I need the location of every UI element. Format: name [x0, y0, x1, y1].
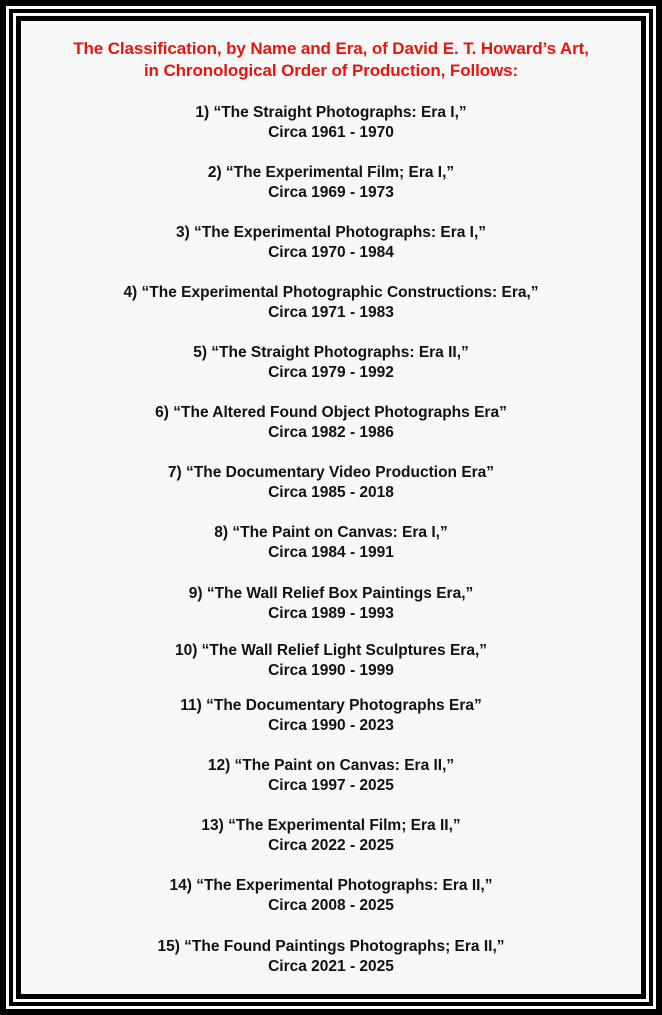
era-entry-15	[21, 937, 641, 977]
era-dates: Circa 1985 - 2018	[268, 484, 394, 501]
era-entry-12	[21, 756, 641, 796]
document-panel	[21, 21, 641, 994]
era-entry-14	[21, 876, 641, 916]
era-name: 15) “The Found Paintings Photographs; Era II,”	[157, 938, 505, 955]
era-dates: Circa 2021 - 2025	[268, 958, 394, 975]
era-entry-3	[21, 223, 641, 263]
era-dates: Circa 1982 - 1986	[268, 424, 394, 441]
era-entry-1	[21, 103, 641, 143]
era-entry-9	[21, 584, 641, 624]
era-name: 10) “The Wall Relief Light Sculptures Era,”	[174, 642, 488, 659]
era-dates: Circa 1990 - 1999	[268, 662, 394, 679]
era-entry-7	[21, 463, 641, 503]
era-entry-8	[21, 523, 641, 563]
era-name: 6) “The Altered Found Object Photographs Era”	[155, 404, 507, 421]
era-dates: Circa 1990 - 2023	[268, 717, 394, 734]
era-dates: Circa 1971 - 1983	[268, 304, 394, 321]
era-dates: Circa 1989 - 1993	[268, 605, 394, 622]
era-name: 8) “The Paint on Canvas: Era I,”	[214, 524, 448, 541]
era-dates: Circa 1979 - 1992	[268, 364, 394, 381]
era-entry-10	[21, 641, 641, 681]
era-name: 9) “The Wall Relief Box Paintings Era,”	[188, 585, 474, 602]
era-name: 7) “The Documentary Video Production Era”	[167, 464, 495, 481]
era-entry-11	[21, 696, 641, 736]
era-entry-13	[21, 816, 641, 856]
era-entry-2	[21, 163, 641, 203]
era-name: 13) “The Experimental Film; Era II,”	[201, 817, 461, 834]
era-name: 14) “The Experimental Photographs: Era II,”	[169, 877, 493, 894]
era-dates: Circa 2008 - 2025	[268, 897, 394, 914]
era-entry-4	[21, 283, 641, 323]
era-name: 2) “The Experimental Film; Era I,”	[207, 164, 455, 181]
era-dates: Circa 1970 - 1984	[268, 244, 394, 261]
heading-line-1: The Classification, by Name and Era, of David E. T. Howard’s Art,	[73, 39, 589, 58]
heading-line-2: in Chronological Order of Production, Follows:	[143, 61, 519, 80]
era-dates: Circa 1961 - 1970	[268, 124, 394, 141]
era-name: 1) “The Straight Photographs: Era I,”	[195, 104, 467, 121]
era-dates: Circa 1997 - 2025	[268, 777, 394, 794]
era-dates: Circa 2022 - 2025	[268, 837, 394, 854]
era-entry-5	[21, 343, 641, 383]
era-dates: Circa 1984 - 1991	[268, 544, 394, 561]
era-dates: Circa 1969 - 1973	[268, 184, 394, 201]
era-name: 11) “The Documentary Photographs Era”	[180, 697, 482, 714]
era-name: 12) “The Paint on Canvas: Era II,”	[207, 757, 455, 774]
page-heading	[21, 38, 641, 82]
era-entry-6	[21, 403, 641, 443]
era-name: 4) “The Experimental Photographic Constructions: Era,”	[123, 284, 539, 301]
era-name: 5) “The Straight Photographs: Era II,”	[193, 344, 469, 361]
era-name: 3) “The Experimental Photographs: Era I,”	[175, 224, 487, 241]
